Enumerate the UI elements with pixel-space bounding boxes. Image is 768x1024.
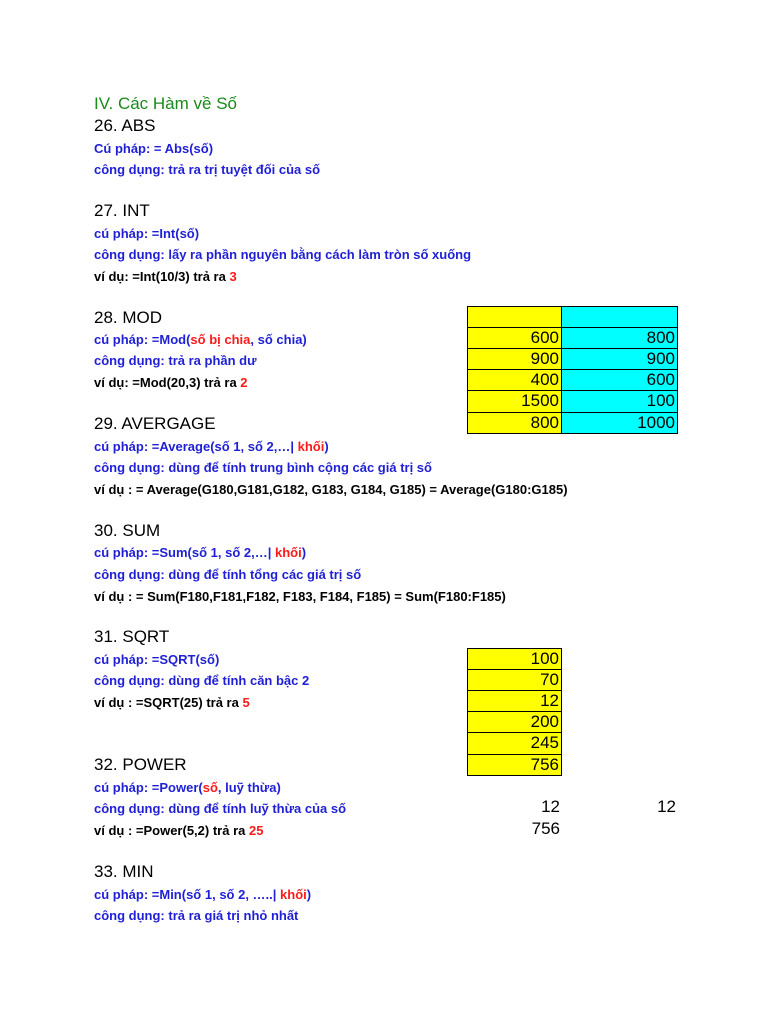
sqrt-example: [94, 695, 250, 710]
sqrt-usage: công dụng: dùng để tính căn bậc 2: [94, 673, 310, 688]
average-syntax-suffix: ): [324, 439, 329, 454]
grid2-f-cell[interactable]: 756: [467, 754, 562, 776]
mod-example-text: ví dụ: =Mod(20,3) trả ra: [94, 375, 241, 390]
power-syntax-suffix: ): [276, 780, 281, 795]
sqrt-syntax: cú pháp: =SQRT(số): [94, 652, 220, 667]
sum-syntax-block: khối: [274, 545, 302, 560]
grid2-f-cell[interactable]: 70: [467, 669, 562, 691]
int-example-result: 3: [229, 269, 237, 284]
grid2-f-cell[interactable]: 12: [467, 690, 562, 712]
result-cell-f2[interactable]: 756: [531, 819, 560, 838]
power-syntax: [94, 780, 281, 795]
min-syntax-block: khối: [280, 887, 307, 902]
min-usage: công dụng: trả ra giá trị nhỏ nhất: [94, 908, 299, 923]
mod-usage: công dụng: trả ra phần dư: [94, 353, 257, 368]
average-heading: 29. AVERGAGE: [94, 414, 216, 433]
grid1-g-cell[interactable]: 100: [561, 390, 678, 413]
min-heading: 33. MIN: [94, 862, 154, 881]
grid1-f-cell[interactable]: 800: [467, 412, 562, 434]
int-heading: 27. INT: [94, 201, 150, 220]
sum-syntax: [94, 545, 306, 560]
average-example: ví dụ : = Average(G180,G181,G182, G183, G184, G185) = Average(G180:G185): [94, 482, 568, 497]
int-syntax: cú pháp: =Int(số): [94, 226, 200, 241]
grid2-f-cell[interactable]: 245: [467, 732, 562, 755]
section-title: IV. Các Hàm về Số: [94, 94, 237, 113]
grid1-g-cell[interactable]: [561, 306, 678, 328]
sum-syntax-prefix: cú pháp: =Sum(số 1, số 2,…|: [94, 545, 275, 560]
grid1-f-cell[interactable]: 900: [467, 348, 562, 370]
min-syntax-suffix: ): [306, 887, 312, 902]
int-example-text: ví dụ: =Int(10/3) trả ra: [94, 269, 230, 284]
power-example-result: 25: [248, 823, 264, 838]
grid1-g-cell[interactable]: 600: [561, 369, 678, 391]
sqrt-example-result: 5: [242, 695, 250, 710]
int-usage: công dụng: lấy ra phần nguyên bằng cách làm tròn số xuống: [94, 247, 472, 262]
mod-syntax-arg2: số chia: [257, 332, 303, 347]
power-syntax-sep: ,: [217, 780, 226, 795]
power-heading: 32. POWER: [94, 755, 187, 774]
sum-example: ví dụ : = Sum(F180,F181,F182, F183, F184, F185) = Sum(F180:F185): [94, 589, 506, 604]
mod-syntax-arg1: số bị chia: [190, 332, 251, 347]
average-syntax: [94, 439, 329, 454]
int-example: [94, 269, 237, 284]
min-syntax: [94, 887, 311, 902]
abs-usage: công dụng: trả ra trị tuyệt đối của số: [94, 162, 321, 177]
power-example-text: ví dụ : =Power(5,2) trả ra: [94, 823, 249, 838]
mod-syntax: [94, 332, 307, 347]
power-syntax-arg1: số: [202, 780, 218, 795]
power-usage: công dụng: dùng để tính luỹ thừa của số: [94, 801, 347, 816]
power-syntax-arg2: luỹ thừa: [225, 780, 277, 795]
average-syntax-prefix: cú pháp: =Average(số 1, số 2,…|: [94, 439, 298, 454]
mod-syntax-prefix: cú pháp: =Mod(: [94, 332, 191, 347]
grid1-f-cell[interactable]: 600: [467, 327, 562, 349]
grid2-f-cell[interactable]: 200: [467, 711, 562, 733]
grid1-f-cell[interactable]: [467, 306, 562, 328]
average-usage: công dụng: dùng để tính trung bình cộng các giá trị số: [94, 460, 432, 475]
sum-syntax-suffix: ): [301, 545, 307, 560]
abs-syntax: Cú pháp: = Abs(số): [94, 141, 214, 156]
grid1-f-cell[interactable]: 400: [467, 369, 562, 391]
grid1-g-cell[interactable]: 800: [561, 327, 678, 349]
mod-syntax-suffix: ): [302, 332, 307, 347]
grid1-g-cell[interactable]: 900: [561, 348, 678, 370]
mod-syntax-sep: ,: [250, 332, 258, 347]
sqrt-example-text: ví dụ : =SQRT(25) trả ra: [94, 695, 243, 710]
abs-heading: 26. ABS: [94, 116, 156, 135]
mod-example: [94, 375, 248, 390]
power-syntax-prefix: cú pháp: =Power(: [94, 780, 203, 795]
sum-heading: 30. SUM: [94, 521, 161, 540]
grid1-f-cell[interactable]: 1500: [467, 390, 562, 413]
result-cell-f1[interactable]: 12: [541, 797, 560, 816]
result-cell-g1[interactable]: 12: [657, 797, 676, 816]
mod-heading: 28. MOD: [94, 308, 163, 327]
sum-usage: công dụng: dùng để tính tổng các giá trị số: [94, 567, 362, 582]
power-example: [94, 823, 263, 838]
average-syntax-block: khối: [297, 439, 325, 454]
sqrt-heading: 31. SQRT: [94, 627, 170, 646]
mod-example-result: 2: [240, 375, 248, 390]
grid1-g-cell[interactable]: 1000: [561, 412, 678, 434]
min-syntax-prefix: cú pháp: =Min(số 1, số 2, …..|: [94, 887, 281, 902]
grid2-f-cell[interactable]: 100: [467, 648, 562, 670]
